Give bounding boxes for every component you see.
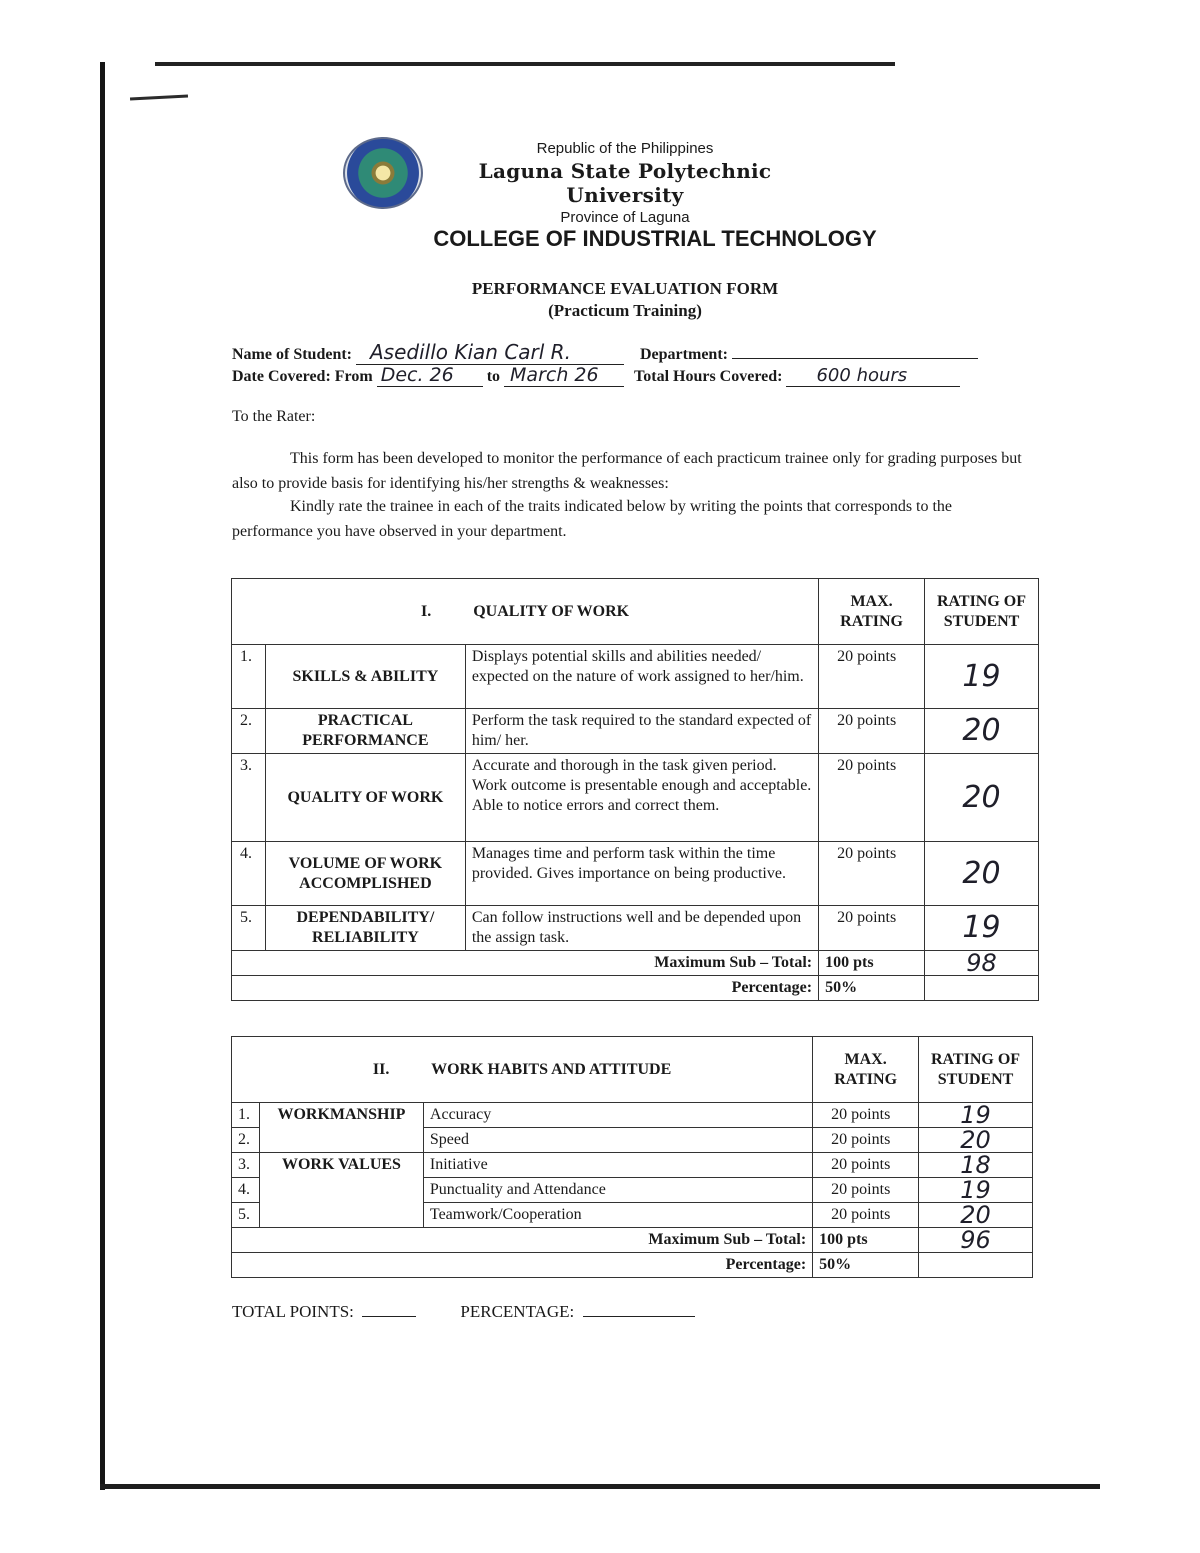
trait-description: Perform the task required to the standard expected of him/ her.: [465, 709, 818, 754]
row-number: 3.: [232, 754, 266, 842]
page-edge: [100, 1484, 1100, 1489]
percentage-total-field[interactable]: [583, 1316, 695, 1317]
college-title: COLLEGE OF INDUSTRIAL TECHNOLOGY: [433, 226, 877, 251]
date-to-value: March 26: [510, 364, 599, 386]
percentage-total-label: PERCENTAGE:: [460, 1302, 575, 1321]
row-number: 2.: [232, 1128, 260, 1153]
student-rating[interactable]: 19: [925, 906, 1039, 951]
subtotal-max: 100 pts: [813, 1228, 919, 1253]
section-1-roman: I.: [421, 602, 432, 620]
date-from-label: Date Covered: From: [232, 368, 373, 385]
student-name-row: [232, 340, 978, 365]
date-from-value: Dec. 26: [380, 364, 454, 386]
student-rating[interactable]: 20: [925, 754, 1039, 842]
max-points: 20 points: [819, 645, 925, 709]
department-label: Department:: [640, 346, 728, 363]
table-row: [232, 906, 1039, 951]
instruction-paragraph-1: This form has been developed to monitor the performance of each practicum trainee only for grading purposes but also to provide basis for identifying his/her strengths & weaknesses:: [232, 450, 1022, 492]
quality-of-work-table: [231, 578, 1039, 1001]
totals-row: [232, 1302, 695, 1322]
trait-name: PRACTICAL PERFORMANCE: [265, 709, 465, 754]
student-rating[interactable]: 20: [925, 842, 1039, 906]
form-title: [380, 278, 870, 322]
trait-name: SKILLS & ABILITY: [265, 645, 465, 709]
row-number: 4.: [232, 842, 266, 906]
subtotal-max: 100 pts: [819, 951, 925, 976]
pen-mark: [130, 94, 188, 100]
subtotal-label: Maximum Sub – Total:: [232, 951, 819, 976]
table-row: [232, 1103, 1033, 1128]
percentage-max: 50%: [819, 976, 925, 1001]
max-rating-header: MAX. RATING: [813, 1037, 919, 1103]
hours-field[interactable]: [786, 365, 960, 387]
table-row: [232, 709, 1039, 754]
student-rating[interactable]: 18: [919, 1153, 1033, 1178]
university-seal-logo: [343, 137, 423, 209]
name-label: Name of Student:: [232, 346, 352, 363]
date-to-field[interactable]: [504, 364, 624, 387]
date-from-field[interactable]: [377, 364, 483, 387]
form-subtitle: (Practicum Training): [548, 301, 702, 320]
max-rating-header: MAX. RATING: [819, 579, 925, 645]
student-rating[interactable]: 19: [925, 645, 1039, 709]
trait-name: QUALITY OF WORK: [265, 754, 465, 842]
name-field[interactable]: [356, 340, 624, 365]
student-rating[interactable]: 20: [919, 1128, 1033, 1153]
percentage-rating[interactable]: [925, 976, 1039, 1001]
trait-name: DEPENDABILITY/ RELIABILITY: [265, 906, 465, 951]
habit-item: Punctuality and Attendance: [423, 1178, 812, 1203]
max-points: 20 points: [813, 1103, 919, 1128]
hours-value: 600 hours: [816, 365, 908, 386]
province-text: Province of Laguna: [560, 209, 690, 226]
row-number: 5.: [232, 906, 266, 951]
student-rating[interactable]: 20: [919, 1203, 1033, 1228]
total-points-label: TOTAL POINTS:: [232, 1302, 354, 1321]
department-field[interactable]: [732, 358, 978, 359]
trait-description: Accurate and thorough in the task given period. Work outcome is presentable enough and acceptable. Able to notice errors and correct them.: [465, 754, 818, 842]
student-rating[interactable]: 20: [925, 709, 1039, 754]
table-row: [232, 754, 1039, 842]
max-points: 20 points: [813, 1128, 919, 1153]
group-work-values: WORK VALUES: [259, 1153, 423, 1228]
trait-description: Manages time and perform task within the time provided. Gives importance on being productive.: [465, 842, 818, 906]
page-edge: [100, 62, 105, 1490]
trait-name: VOLUME OF WORK ACCOMPLISHED: [265, 842, 465, 906]
max-points: 20 points: [813, 1178, 919, 1203]
section-2-roman: II.: [372, 1060, 390, 1078]
max-points: 20 points: [813, 1153, 919, 1178]
date-covered-row: [232, 364, 960, 387]
name-value: Asedillo Kian Carl R.: [370, 340, 571, 364]
percentage-rating[interactable]: [919, 1253, 1033, 1278]
row-number: 2.: [232, 709, 266, 754]
section-1-header: [232, 579, 819, 645]
letterhead: [420, 140, 830, 226]
max-points: 20 points: [819, 906, 925, 951]
row-number: 4.: [232, 1178, 260, 1203]
group-workmanship: WORKMANSHIP: [259, 1103, 423, 1153]
university-name: Laguna State Polytechnic University: [478, 159, 772, 207]
percentage-max: 50%: [813, 1253, 919, 1278]
row-number: 1.: [232, 645, 266, 709]
student-rating-header: RATING OF STUDENT: [925, 579, 1039, 645]
work-habits-table: [231, 1036, 1033, 1278]
percentage-label: Percentage:: [232, 976, 819, 1001]
table-row: [232, 842, 1039, 906]
form-title-main: PERFORMANCE EVALUATION FORM: [471, 279, 779, 298]
percentage-label: Percentage:: [232, 1253, 813, 1278]
habit-item: Teamwork/Cooperation: [423, 1203, 812, 1228]
habit-item: Initiative: [423, 1153, 812, 1178]
section-2-title: WORK HABITS AND ATTITUDE: [431, 1060, 672, 1078]
trait-description: Displays potential skills and abilities needed/ expected on the nature of work assigned to her/him.: [465, 645, 818, 709]
row-number: 1.: [232, 1103, 260, 1128]
instruction-paragraph-2: Kindly rate the trainee in each of the traits indicated below by writing the points that corresponds to the performance you have observed in your department.: [232, 498, 953, 540]
section-1-title: QUALITY OF WORK: [473, 602, 630, 620]
section-2-header: [232, 1037, 813, 1103]
max-points: 20 points: [813, 1203, 919, 1228]
subtotal-rating[interactable]: 98: [925, 951, 1039, 976]
max-points: 20 points: [819, 709, 925, 754]
habit-item: Speed: [423, 1128, 812, 1153]
table-row: [232, 1153, 1033, 1178]
row-number: 5.: [232, 1203, 260, 1228]
subtotal-label: Maximum Sub – Total:: [232, 1228, 813, 1253]
table-row: [232, 645, 1039, 709]
trait-description: Can follow instructions well and be depended upon the assign task.: [465, 906, 818, 951]
student-rating-header: RATING OF STUDENT: [919, 1037, 1033, 1103]
row-number: 3.: [232, 1153, 260, 1178]
student-rating[interactable]: 19: [919, 1178, 1033, 1203]
to-label: to: [486, 368, 501, 385]
habit-item: Accuracy: [423, 1103, 812, 1128]
student-rating[interactable]: 19: [919, 1103, 1033, 1128]
rater-salutation: To the Rater:: [232, 408, 316, 425]
max-points: 20 points: [819, 754, 925, 842]
republic-text: Republic of the Philippines: [536, 140, 714, 157]
hours-label: Total Hours Covered:: [634, 368, 783, 385]
page-edge: [155, 62, 895, 66]
total-points-field[interactable]: [362, 1316, 416, 1317]
max-points: 20 points: [819, 842, 925, 906]
subtotal-rating[interactable]: 96: [919, 1228, 1033, 1253]
